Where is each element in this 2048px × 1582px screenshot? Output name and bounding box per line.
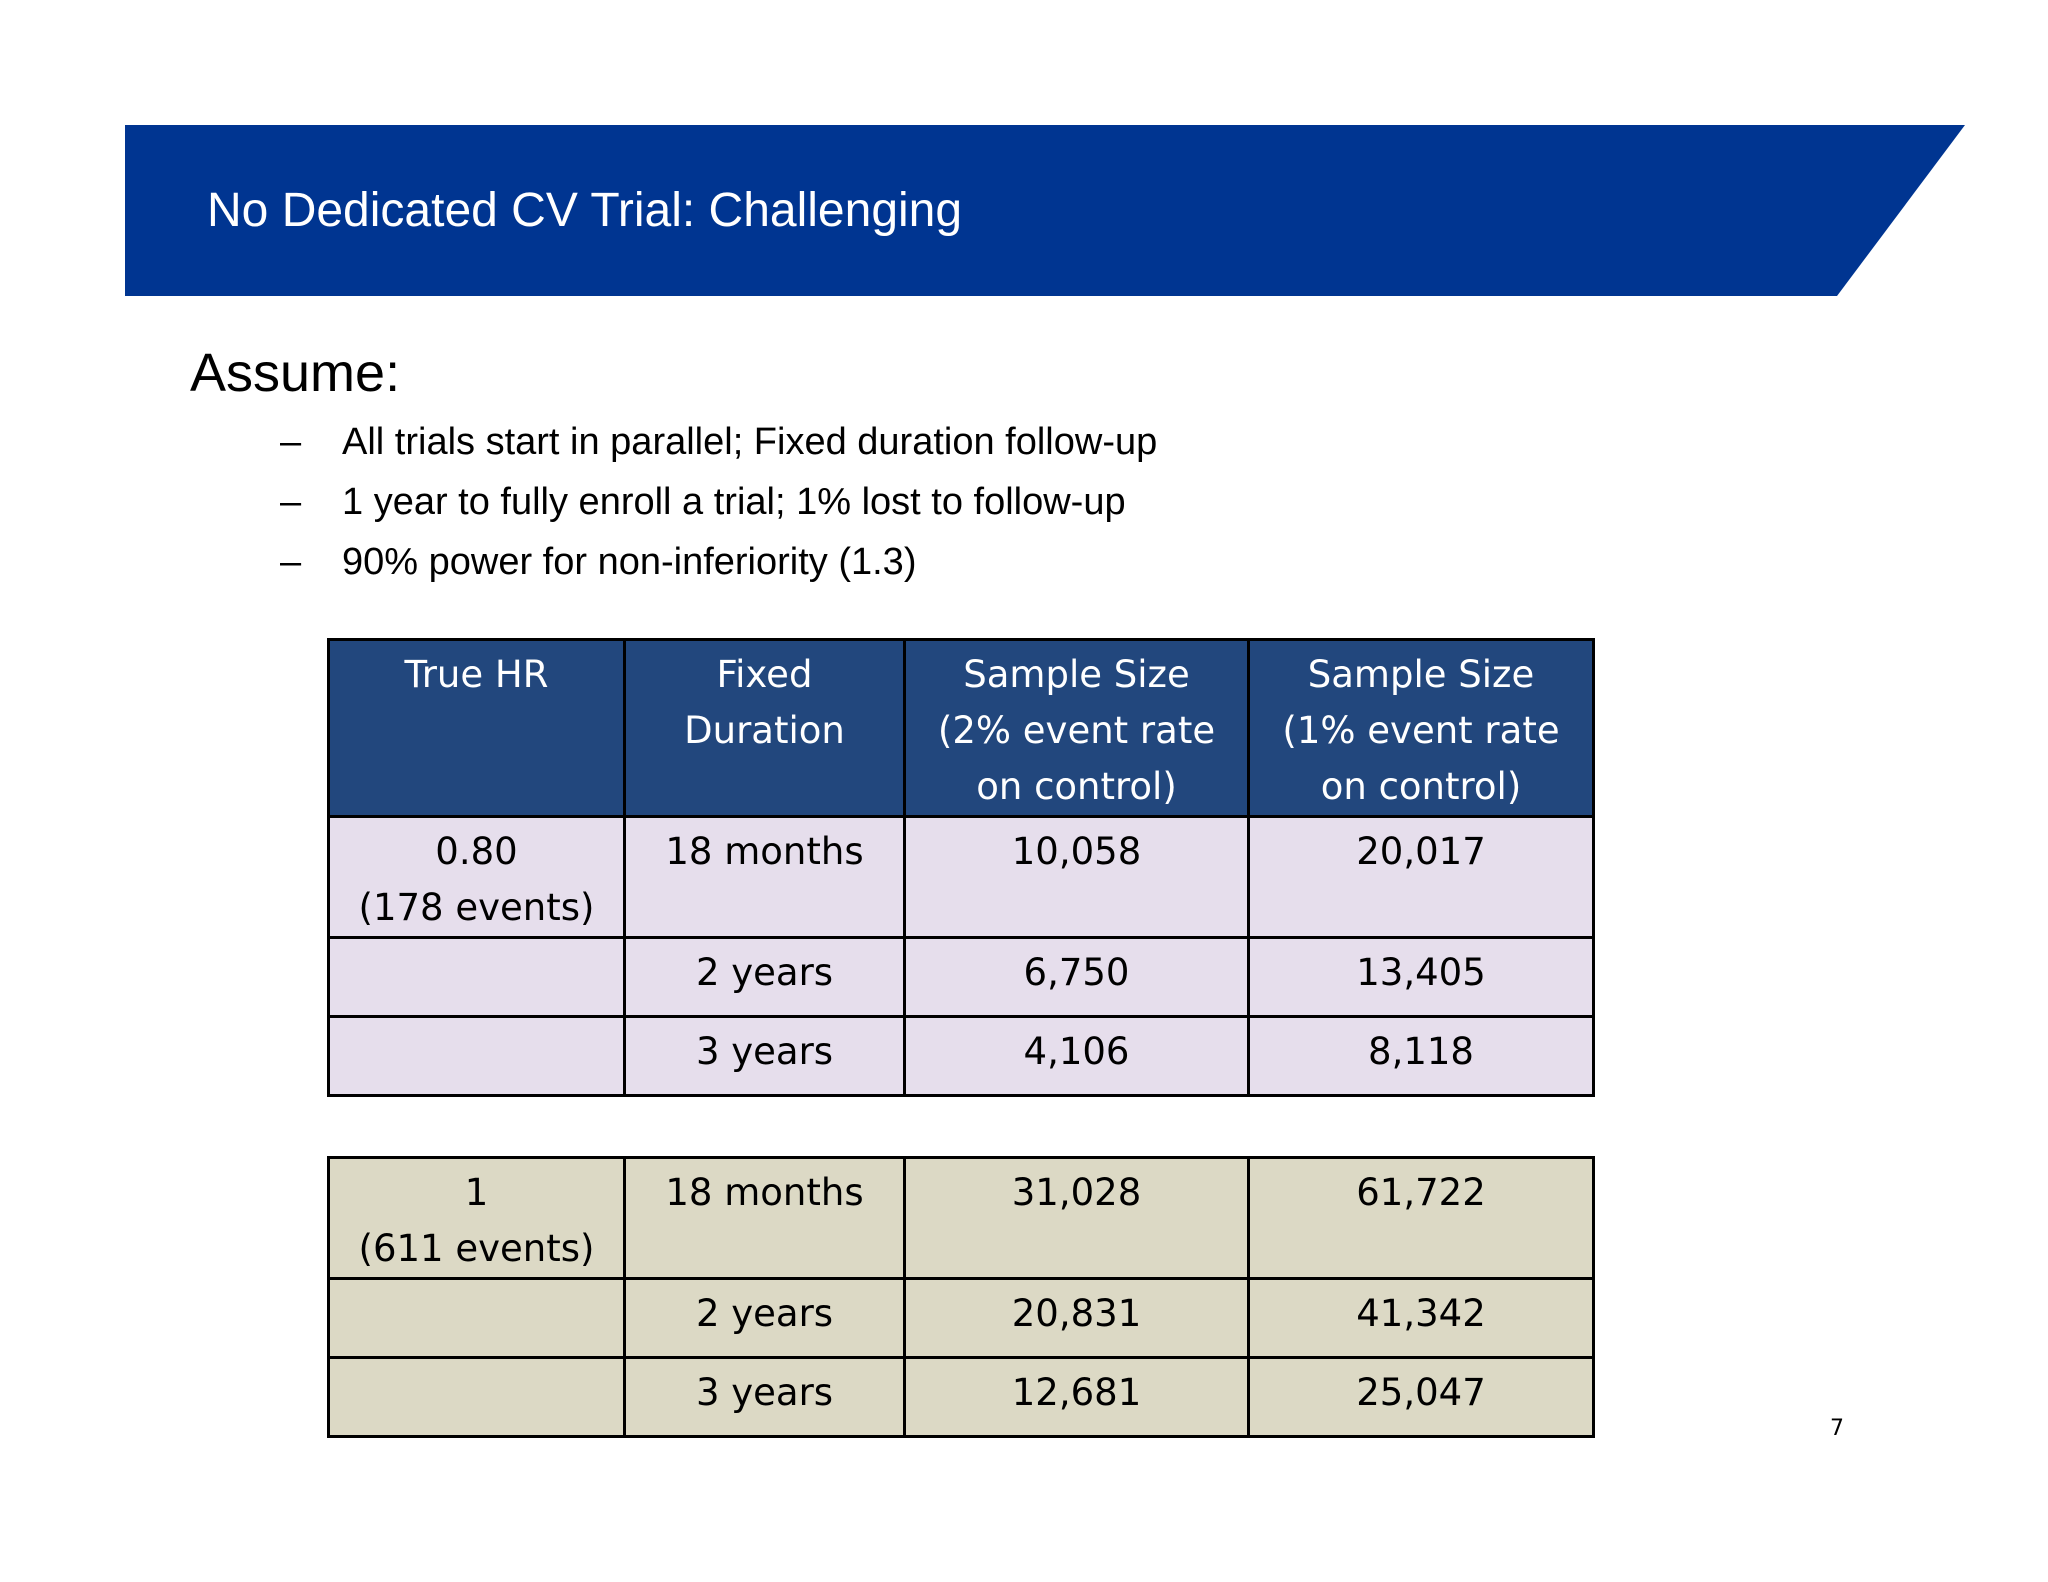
slide-title: No Dedicated CV Trial: Challenging [207,184,963,237]
sample-size-2pct-cell: 20,831 [905,1279,1249,1358]
title-banner [125,125,1965,296]
header-fixed-duration [625,640,905,817]
hr-events: (611 events) [358,1227,595,1270]
duration-cell: 18 months [625,1158,905,1279]
header-line: (2% event rate [937,709,1216,752]
assumption-text: 90% power for non-inferiority (1.3) [342,541,917,583]
sample-size-2pct-cell: 4,106 [905,1017,1249,1096]
duration-cell: 18 months [625,817,905,938]
table-header-row [329,640,1594,817]
sample-size-table-hr-1 [327,1156,1595,1438]
header-line: Duration [684,709,845,752]
hr-value: 1 [464,1171,489,1214]
dash-bullet-icon: – [280,541,302,583]
hr-value: 0.80 [435,830,518,873]
duration-cell: 2 years [625,938,905,1017]
header-sample-size-2pct [905,640,1249,817]
table-row [329,1279,1594,1358]
dash-bullet-icon: – [280,481,302,523]
sample-size-1pct-cell: 20,017 [1249,817,1594,938]
page-number: 7 [1830,1416,1844,1441]
header-line: Sample Size [963,653,1190,696]
header-true-hr [329,640,625,817]
assumption-item [280,412,1157,472]
sample-size-1pct-cell: 61,722 [1249,1158,1594,1279]
hr-events: (178 events) [358,886,595,929]
header-line: Sample Size [1307,653,1535,696]
sample-size-2pct-cell: 12,681 [905,1358,1249,1437]
assumption-item [280,532,1157,592]
hr-cell [329,1279,625,1358]
dash-bullet-icon: – [280,421,302,463]
table-row [329,1017,1594,1096]
assumption-item [280,472,1157,532]
table-row [329,817,1594,938]
sample-size-2pct-cell: 10,058 [905,817,1249,938]
sample-size-1pct-cell: 25,047 [1249,1358,1594,1437]
hr-cell [329,938,625,1017]
header-line: True HR [404,653,549,696]
header-line: on control) [1320,765,1522,808]
sample-size-2pct-cell: 31,028 [905,1158,1249,1279]
header-line: (1% event rate [1282,709,1560,752]
hr-cell [329,1158,625,1279]
duration-cell: 3 years [625,1017,905,1096]
sample-size-table-hr-080 [327,638,1595,1097]
hr-cell [329,1017,625,1096]
table-row [329,1158,1594,1279]
sample-size-1pct-cell: 8,118 [1249,1017,1594,1096]
hr-cell [329,1358,625,1437]
duration-cell: 3 years [625,1358,905,1437]
assumption-text: 1 year to fully enroll a trial; 1% lost to follow-up [342,481,1126,523]
header-sample-size-1pct [1249,640,1594,817]
assumption-text: All trials start in parallel; Fixed duration follow-up [342,421,1158,463]
hr-cell [329,817,625,938]
table-row [329,1358,1594,1437]
sample-size-1pct-cell: 41,342 [1249,1279,1594,1358]
sample-size-1pct-cell: 13,405 [1249,938,1594,1017]
assumption-list [280,412,1157,592]
assume-heading: Assume: [190,343,401,403]
sample-size-2pct-cell: 6,750 [905,938,1249,1017]
duration-cell: 2 years [625,1279,905,1358]
table-row [329,938,1594,1017]
header-line: on control) [976,765,1177,808]
header-line: Fixed [716,653,813,696]
